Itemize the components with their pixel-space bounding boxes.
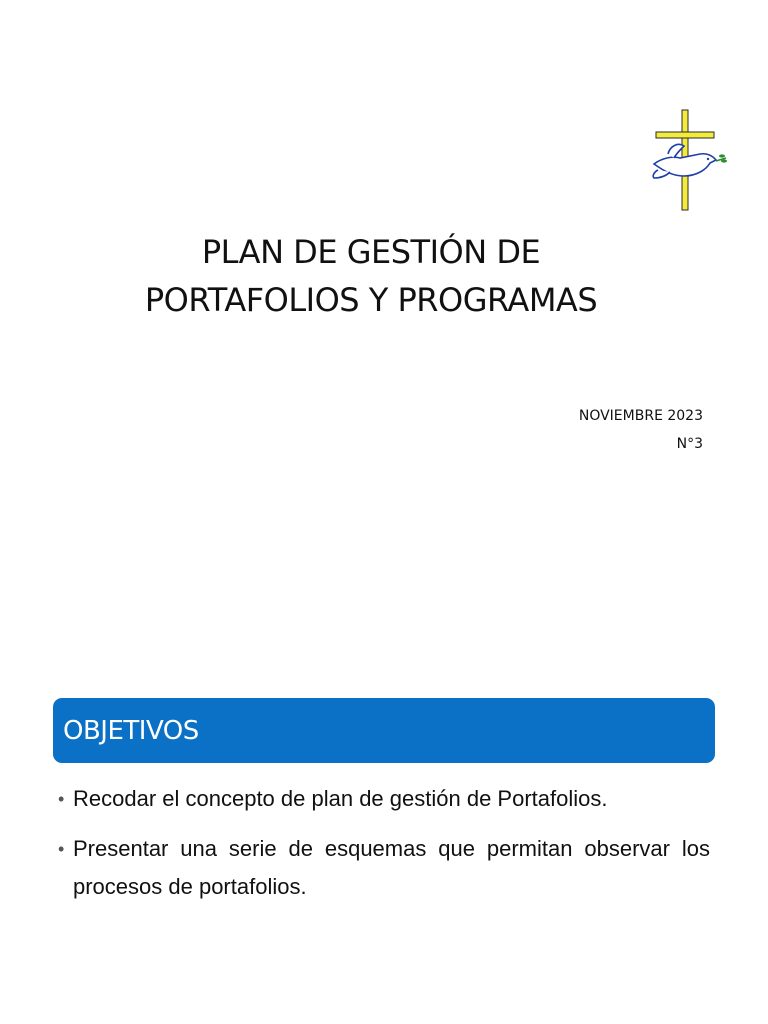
document-meta <box>579 402 703 458</box>
objective-text: Presentar una serie de esquemas que permitan observar los procesos de portafolios. <box>73 836 710 899</box>
objectives-banner <box>53 698 715 763</box>
list-item <box>58 780 710 818</box>
cross-with-dove-logo-icon <box>640 106 732 216</box>
title-line-2: PORTAFOLIOS Y PROGRAMAS <box>144 281 598 319</box>
document-number: N°3 <box>676 436 703 452</box>
objectives-list <box>58 780 710 918</box>
objectives-heading: OBJETIVOS <box>63 715 199 746</box>
bullet-icon: • <box>58 839 65 859</box>
document-title <box>0 228 742 324</box>
title-line-1: PLAN DE GESTIÓN DE <box>201 233 541 271</box>
bullet-icon: • <box>58 789 65 809</box>
list-item <box>58 830 710 906</box>
document-date: NOVIEMBRE 2023 <box>578 408 703 424</box>
objective-text: Recodar el concepto de plan de gestión de Portafolios. <box>73 786 608 811</box>
